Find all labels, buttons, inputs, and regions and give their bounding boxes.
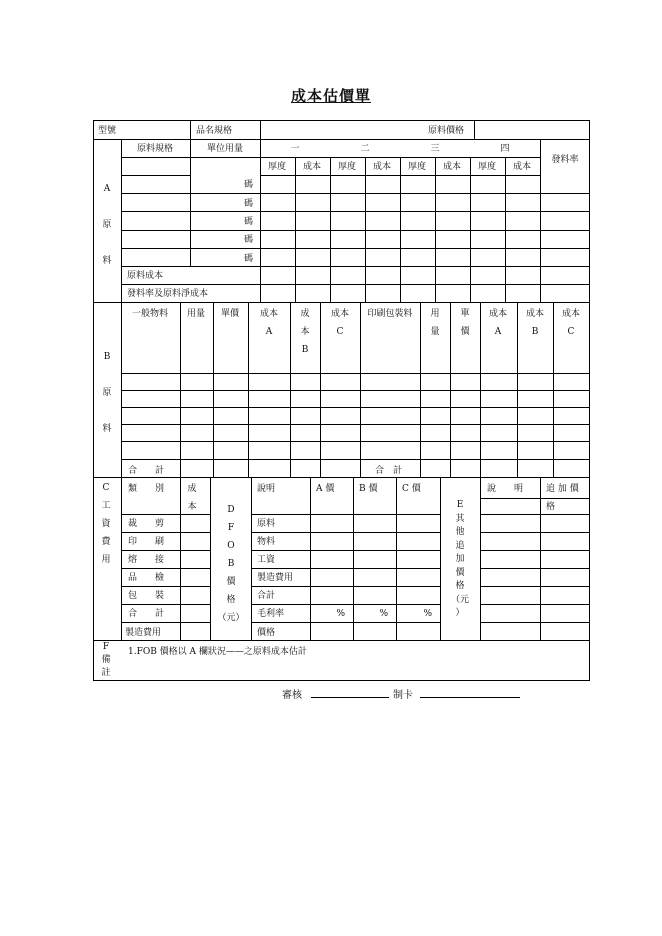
price-c-header: C 價 [402, 484, 421, 494]
mfg-cost-label: 製造費用 [125, 628, 162, 638]
price-group-header: 二 [360, 144, 370, 154]
grid-line [474, 120, 475, 139]
grid-line [121, 604, 210, 605]
material-price-label: 原料價格 [428, 126, 465, 136]
section-c-label: 工 [101, 501, 111, 511]
grid-line [396, 477, 397, 640]
thickness-header: 厚度 [267, 162, 287, 172]
price-b-header: B 價 [359, 484, 378, 494]
grid-line [121, 622, 210, 623]
grid-line [121, 424, 590, 425]
e-add-price-header: 追 加 價 [546, 484, 579, 494]
section-c-label: C [102, 483, 110, 493]
net-cost-label: 發料率及原料淨成本 [127, 289, 209, 299]
section-e-label: 他 [455, 527, 465, 537]
thickness-header: 厚度 [477, 162, 497, 172]
price-group-header: 三 [430, 144, 440, 154]
percent-sign: % [379, 609, 388, 619]
make-card-signature-line[interactable] [420, 697, 520, 698]
make-card-label: 制卡 [393, 690, 413, 701]
section-d-label: O [227, 541, 235, 551]
grid-line [480, 498, 590, 499]
review-label: 審核 [282, 690, 302, 701]
grid-line [251, 514, 440, 515]
grid-line [121, 514, 210, 515]
fob-row-label: 合計 [257, 591, 276, 601]
fob-row-label: 價格 [257, 628, 276, 638]
unit-label: 碼 [243, 199, 253, 209]
issue-rate-header: 發料率 [551, 155, 579, 165]
grid-line [121, 284, 590, 285]
grid-line [121, 248, 590, 249]
grid-line [121, 568, 210, 569]
grid-line [121, 459, 590, 460]
cost-estimate-form [93, 120, 590, 681]
grid-line [260, 175, 540, 176]
usage-header: 用 [430, 309, 440, 319]
e-desc-header: 說 明 [487, 484, 524, 494]
cost-header: 本 [187, 502, 197, 512]
grid-line [480, 477, 481, 640]
desc-header: 說明 [257, 484, 276, 494]
grid-line [540, 139, 541, 302]
section-e-label: （元 [450, 594, 470, 605]
section-e-label: 加 [455, 554, 465, 564]
cost-a-header: A [265, 327, 273, 337]
page-title: 成本估價單 [290, 87, 371, 105]
section-c-label: 用 [101, 555, 111, 565]
unit-price-header: 單價 [220, 309, 240, 319]
grid-line [93, 640, 590, 641]
labor-item: 裁 剪 [128, 519, 165, 529]
cost-a-header: 成本 [488, 309, 508, 319]
percent-sign: % [423, 609, 432, 619]
section-e-label: E [456, 500, 464, 510]
cost-b-header: B [301, 345, 309, 355]
unit-usage-header: 單位用量 [206, 144, 244, 154]
grid-line [480, 604, 590, 605]
review-signature-line[interactable] [311, 697, 389, 698]
cost-b-header: B [531, 327, 539, 337]
grid-line [353, 477, 354, 640]
section-e-label: 其 [455, 513, 465, 524]
price-group-header: 一 [290, 144, 300, 154]
general-material-header: 一般物料 [131, 309, 169, 319]
section-e-label: 格 [455, 581, 465, 591]
material-spec-header: 原料規格 [136, 144, 174, 154]
unit-price-header: 價 [460, 327, 470, 337]
cost-header: 成本 [302, 162, 322, 172]
section-f-label: 備 [101, 655, 111, 665]
unit-label: 碼 [243, 235, 253, 245]
cost-header: 成本 [512, 162, 532, 172]
grid-line [190, 120, 191, 139]
grid-line [480, 514, 590, 515]
total-label: 合 計 [128, 466, 165, 476]
grid-line [210, 477, 211, 640]
grid-line [93, 477, 590, 478]
cost-header: 成本 [372, 162, 392, 172]
grid-line [121, 407, 590, 408]
section-b-label: 料 [102, 424, 112, 434]
thickness-header: 厚度 [407, 162, 427, 172]
grid-line [121, 230, 590, 231]
grid-line [251, 604, 440, 605]
total-label: 合 計 [375, 466, 403, 476]
price-a-header: A 價 [316, 484, 335, 494]
grid-line [121, 373, 590, 374]
grid-line [121, 550, 210, 551]
grid-line [480, 586, 590, 587]
grid-line [121, 157, 540, 158]
e-add-price-header: 格 [546, 502, 556, 512]
grid-line [251, 622, 440, 623]
fob-row-label: 原料 [257, 519, 276, 529]
grid-line [480, 568, 590, 569]
grid-line [251, 532, 440, 533]
labor-item: 品 檢 [128, 573, 165, 583]
grid-line [121, 532, 210, 533]
grid-line [480, 550, 590, 551]
cost-c-header: C [567, 327, 575, 337]
fob-row-label: 工資 [257, 555, 276, 565]
section-d-label: F [227, 523, 235, 533]
grid-line [260, 139, 261, 302]
section-c-label: 資 [101, 519, 111, 529]
grid-line [251, 586, 440, 587]
cost-c-header: 成本 [330, 309, 350, 319]
product-spec-label: 品名規格 [196, 126, 233, 136]
cost-b-header: 成本 [525, 309, 545, 319]
grid-line [121, 139, 122, 302]
section-a-label: 原 [102, 220, 112, 230]
grid-line [260, 120, 261, 139]
unit-price-header: 單 [460, 309, 470, 319]
cost-header: 成本 [442, 162, 462, 172]
grid-line [251, 568, 440, 569]
section-a-label: 料 [102, 256, 112, 266]
grid-line [121, 211, 590, 212]
section-a-label: A [103, 184, 111, 194]
fob-row-label: 製造費用 [257, 573, 294, 583]
grid-line [180, 477, 181, 640]
grid-line [310, 477, 311, 640]
section-b-label: 原 [102, 388, 112, 398]
grid-line [190, 139, 191, 266]
percent-sign: % [336, 609, 345, 619]
grid-line [480, 532, 590, 533]
grid-line [121, 193, 590, 194]
section-d-label: D [227, 505, 235, 515]
grid-line [93, 302, 590, 303]
cost-b-header: 本 [300, 327, 310, 337]
cost-a-header: A [494, 327, 502, 337]
unit-label: 碼 [243, 217, 253, 227]
category-header: 類 別 [128, 484, 165, 494]
unit-label: 碼 [243, 180, 253, 190]
model-label: 型號 [98, 126, 117, 136]
grid-line [121, 586, 210, 587]
section-b-label: B [103, 352, 111, 362]
price-group-header: 四 [500, 144, 510, 154]
grid-line [93, 139, 590, 140]
usage-header: 用量 [186, 309, 206, 319]
cost-header: 成 [187, 484, 197, 494]
grid-line [121, 175, 190, 176]
print-pack-header: 印刷包裝料 [367, 309, 413, 319]
cost-a-header: 成本 [259, 309, 279, 319]
section-c-label: 費 [101, 537, 111, 547]
fob-row-label: 毛利率 [257, 609, 285, 619]
section-e-label: 價 [455, 567, 465, 578]
labor-item: 包 裝 [128, 591, 165, 601]
unit-label: 碼 [243, 254, 253, 264]
section-d-label: 格 [226, 595, 236, 605]
grid-line [121, 266, 590, 267]
labor-item: 印 刷 [128, 537, 165, 547]
grid-line [121, 441, 590, 442]
grid-line [121, 390, 590, 391]
cost-c-header: 成本 [561, 309, 581, 319]
cost-c-header: C [336, 327, 344, 337]
section-e-label: 追 [455, 540, 465, 551]
cost-b-header: 成 [300, 309, 310, 319]
section-e-label: ） [455, 608, 465, 618]
material-cost-label: 原料成本 [127, 271, 164, 281]
section-f-label: 註 [101, 668, 111, 678]
section-d-label: （元） [217, 613, 245, 623]
grid-line [121, 477, 122, 640]
grid-line [251, 477, 252, 640]
usage-header: 量 [430, 327, 440, 337]
grid-line [540, 477, 541, 640]
remark-note: 1.FOB 價格以 A 欄狀況——之原料成本估計 [128, 647, 307, 657]
labor-item: 熔 接 [128, 555, 165, 565]
grid-line [480, 622, 590, 623]
grid-line [440, 477, 441, 640]
section-d-label: B [227, 559, 235, 569]
labor-item: 合 計 [128, 609, 165, 619]
section-f-label: F [102, 642, 110, 652]
section-d-label: 價 [226, 577, 236, 587]
thickness-header: 厚度 [337, 162, 357, 172]
fob-row-label: 物料 [257, 537, 276, 547]
grid-line [251, 550, 440, 551]
